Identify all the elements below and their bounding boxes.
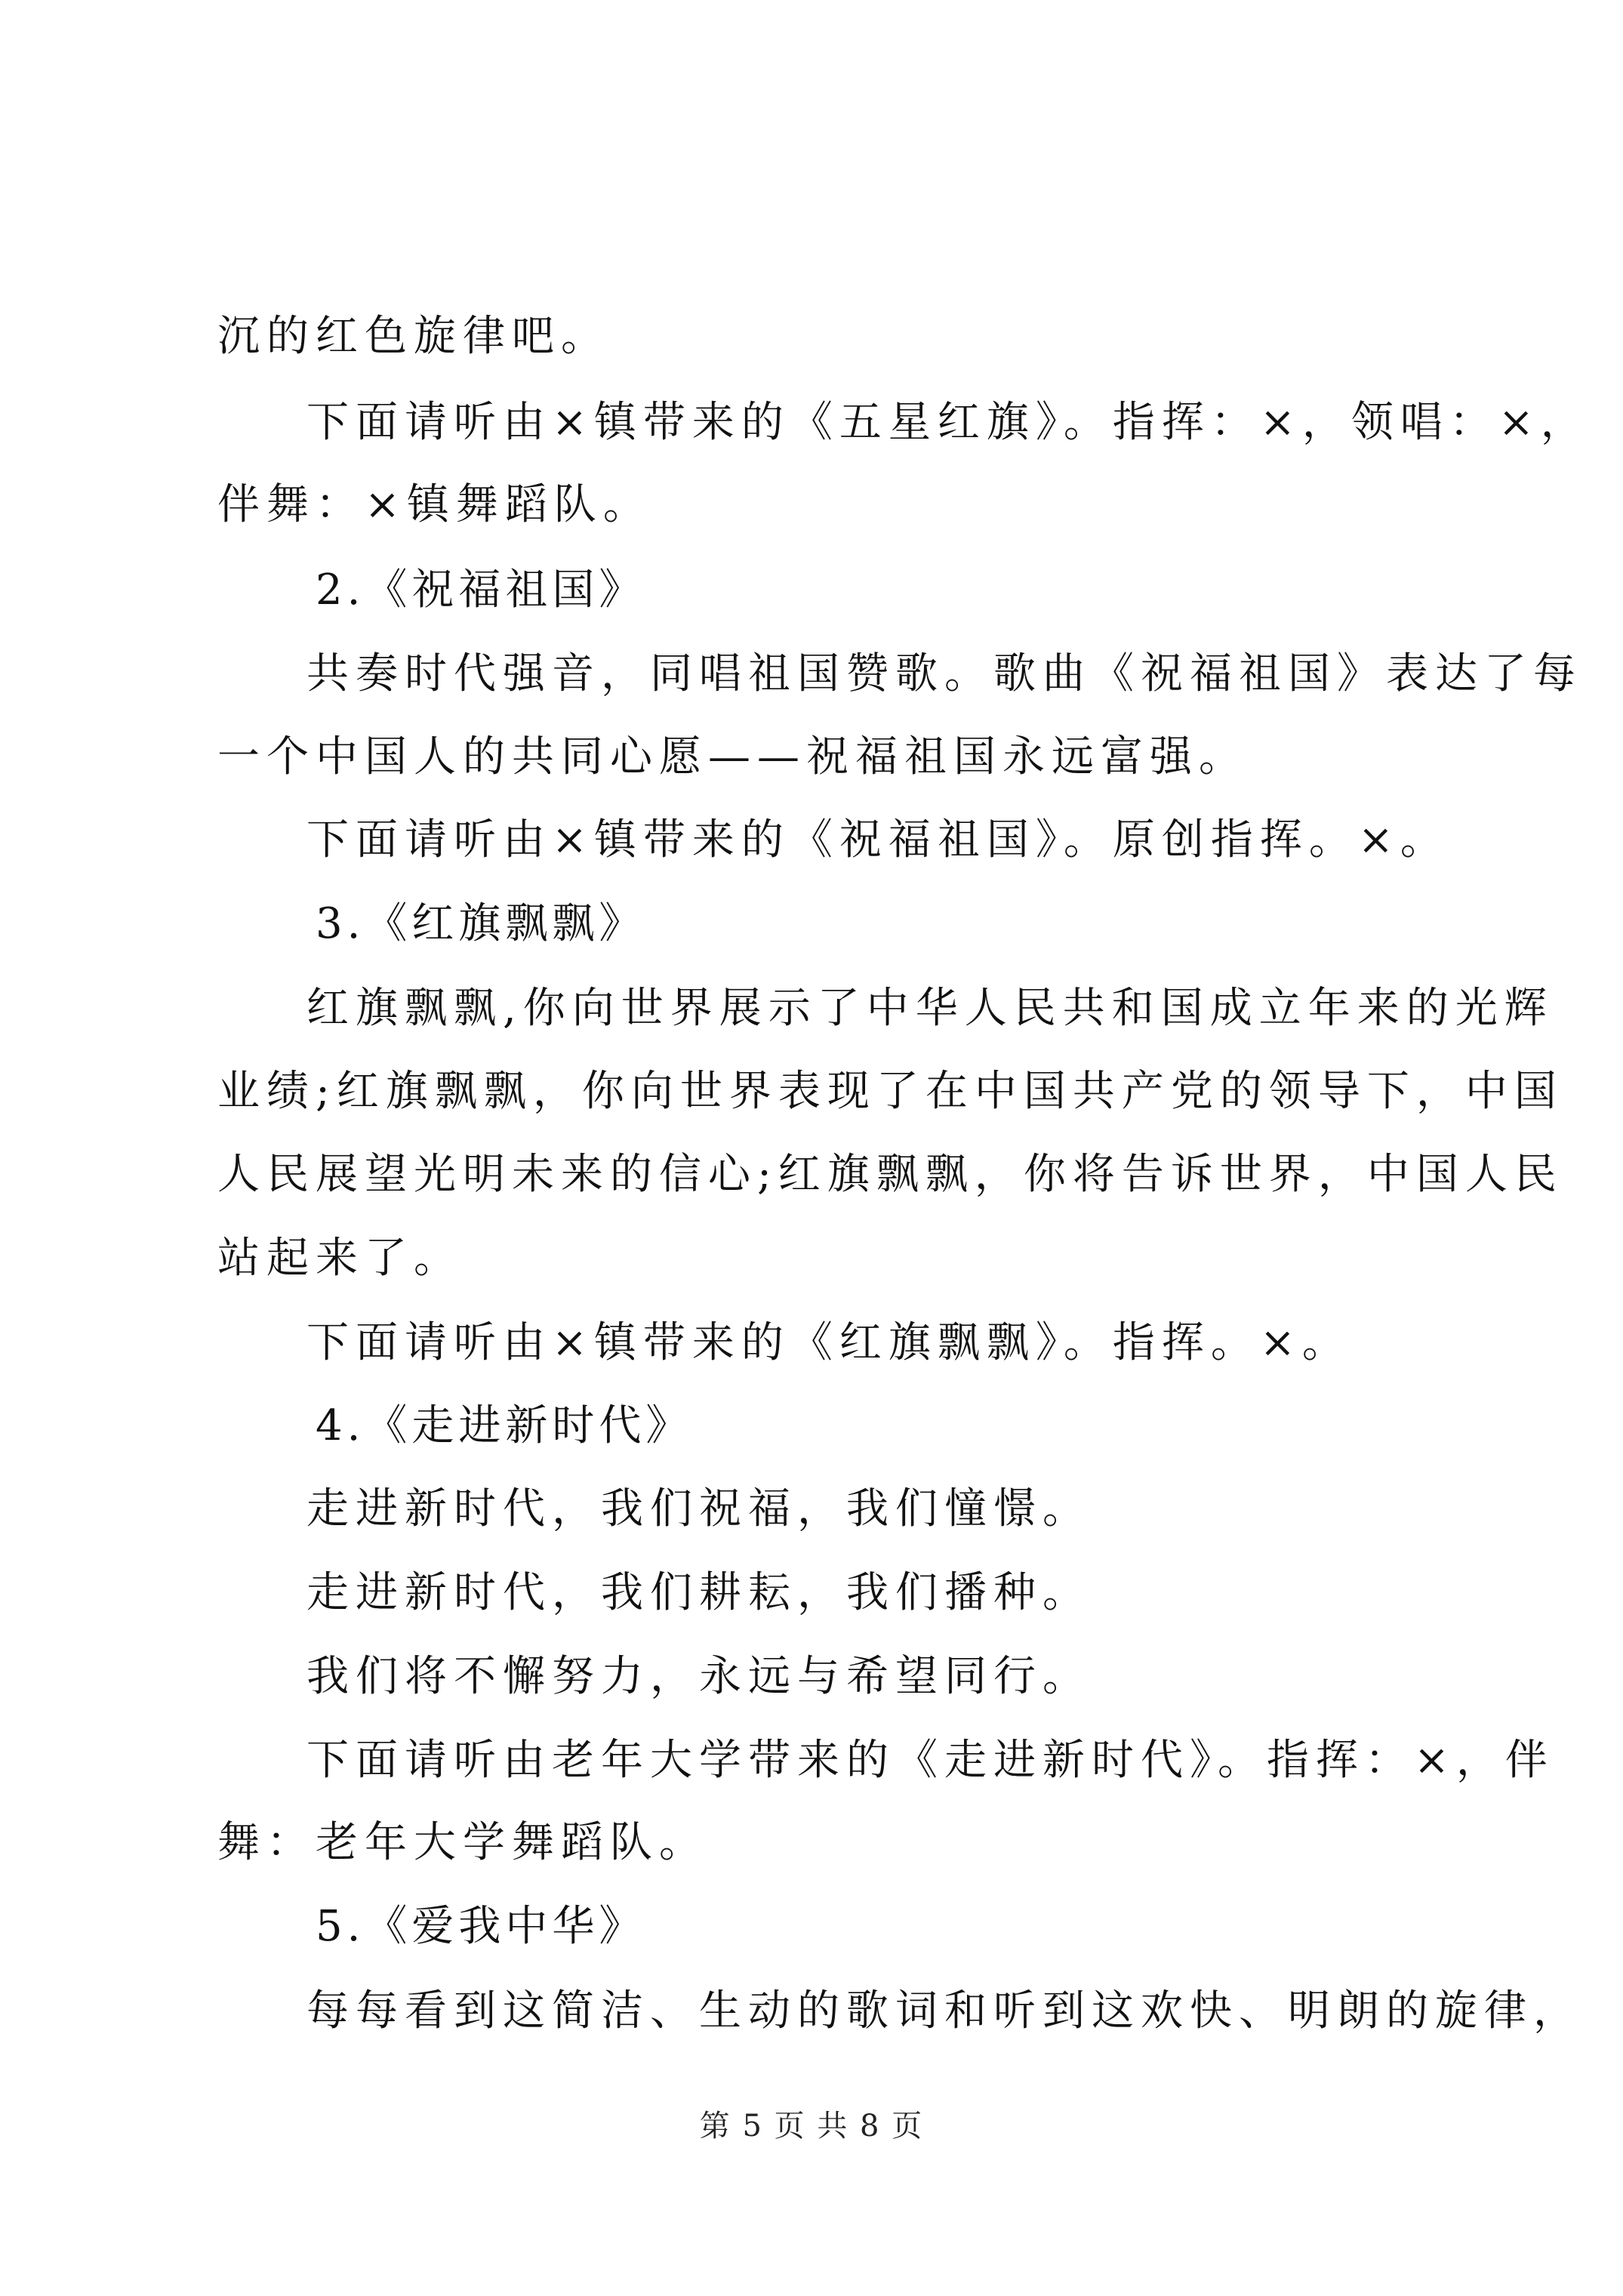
- section-heading: 5.《爱我中华》: [316, 1902, 646, 1951]
- text-line: 下面请听由×镇带来的《祝福祖国》。原创指挥。×。: [306, 815, 1449, 864]
- text-line: 走进新时代，我们祝福，我们憧憬。: [306, 1484, 1092, 1533]
- text-line: 人民展望光明未来的信心;红旗飘飘，你将告诉世界，中国人民: [217, 1150, 1563, 1199]
- text-line: 一个中国人的共同心愿——祝福祖国永远富强。: [217, 732, 1248, 781]
- text-line: 红旗飘飘,你向世界展示了中华人民共和国成立年来的光辉: [306, 984, 1554, 1033]
- text-line: 站起来了。: [217, 1234, 463, 1283]
- text-line: 每每看到这简洁、生动的歌词和听到这欢快、明朗的旋律，: [306, 1986, 1582, 2036]
- text-line: 下面请听由×镇带来的《红旗飘飘》。指挥。×。: [306, 1318, 1351, 1367]
- text-line: 业绩;红旗飘飘，你向世界表现了在中国共产党的领导下，中国: [217, 1067, 1563, 1116]
- page-footer: 第 5 页 共 8 页: [699, 2109, 924, 2143]
- section-heading: 3.《红旗飘飘》: [316, 899, 646, 948]
- section-heading: 4.《走进新时代》: [316, 1401, 693, 1450]
- text-line: 下面请听由老年大学带来的《走进新时代》。指挥：×，伴: [306, 1736, 1554, 1785]
- text-line: 伴舞：×镇舞蹈队。: [217, 480, 652, 529]
- text-line: 沉的红色旋律吧。: [217, 312, 610, 361]
- text-line: 下面请听由×镇带来的《五星红旗》。指挥：×，领唱：×，: [306, 398, 1590, 447]
- text-line: 共奏时代强音，同唱祖国赞歌。歌曲《祝福祖国》表达了每: [306, 649, 1582, 698]
- text-line: 舞：老年大学舞蹈队。: [217, 1818, 708, 1867]
- section-heading: 2.《祝福祖国》: [316, 566, 646, 615]
- text-line: 走进新时代，我们耕耘，我们播种。: [306, 1568, 1092, 1617]
- text-line: 我们将不懈努力，永远与希望同行。: [306, 1652, 1092, 1701]
